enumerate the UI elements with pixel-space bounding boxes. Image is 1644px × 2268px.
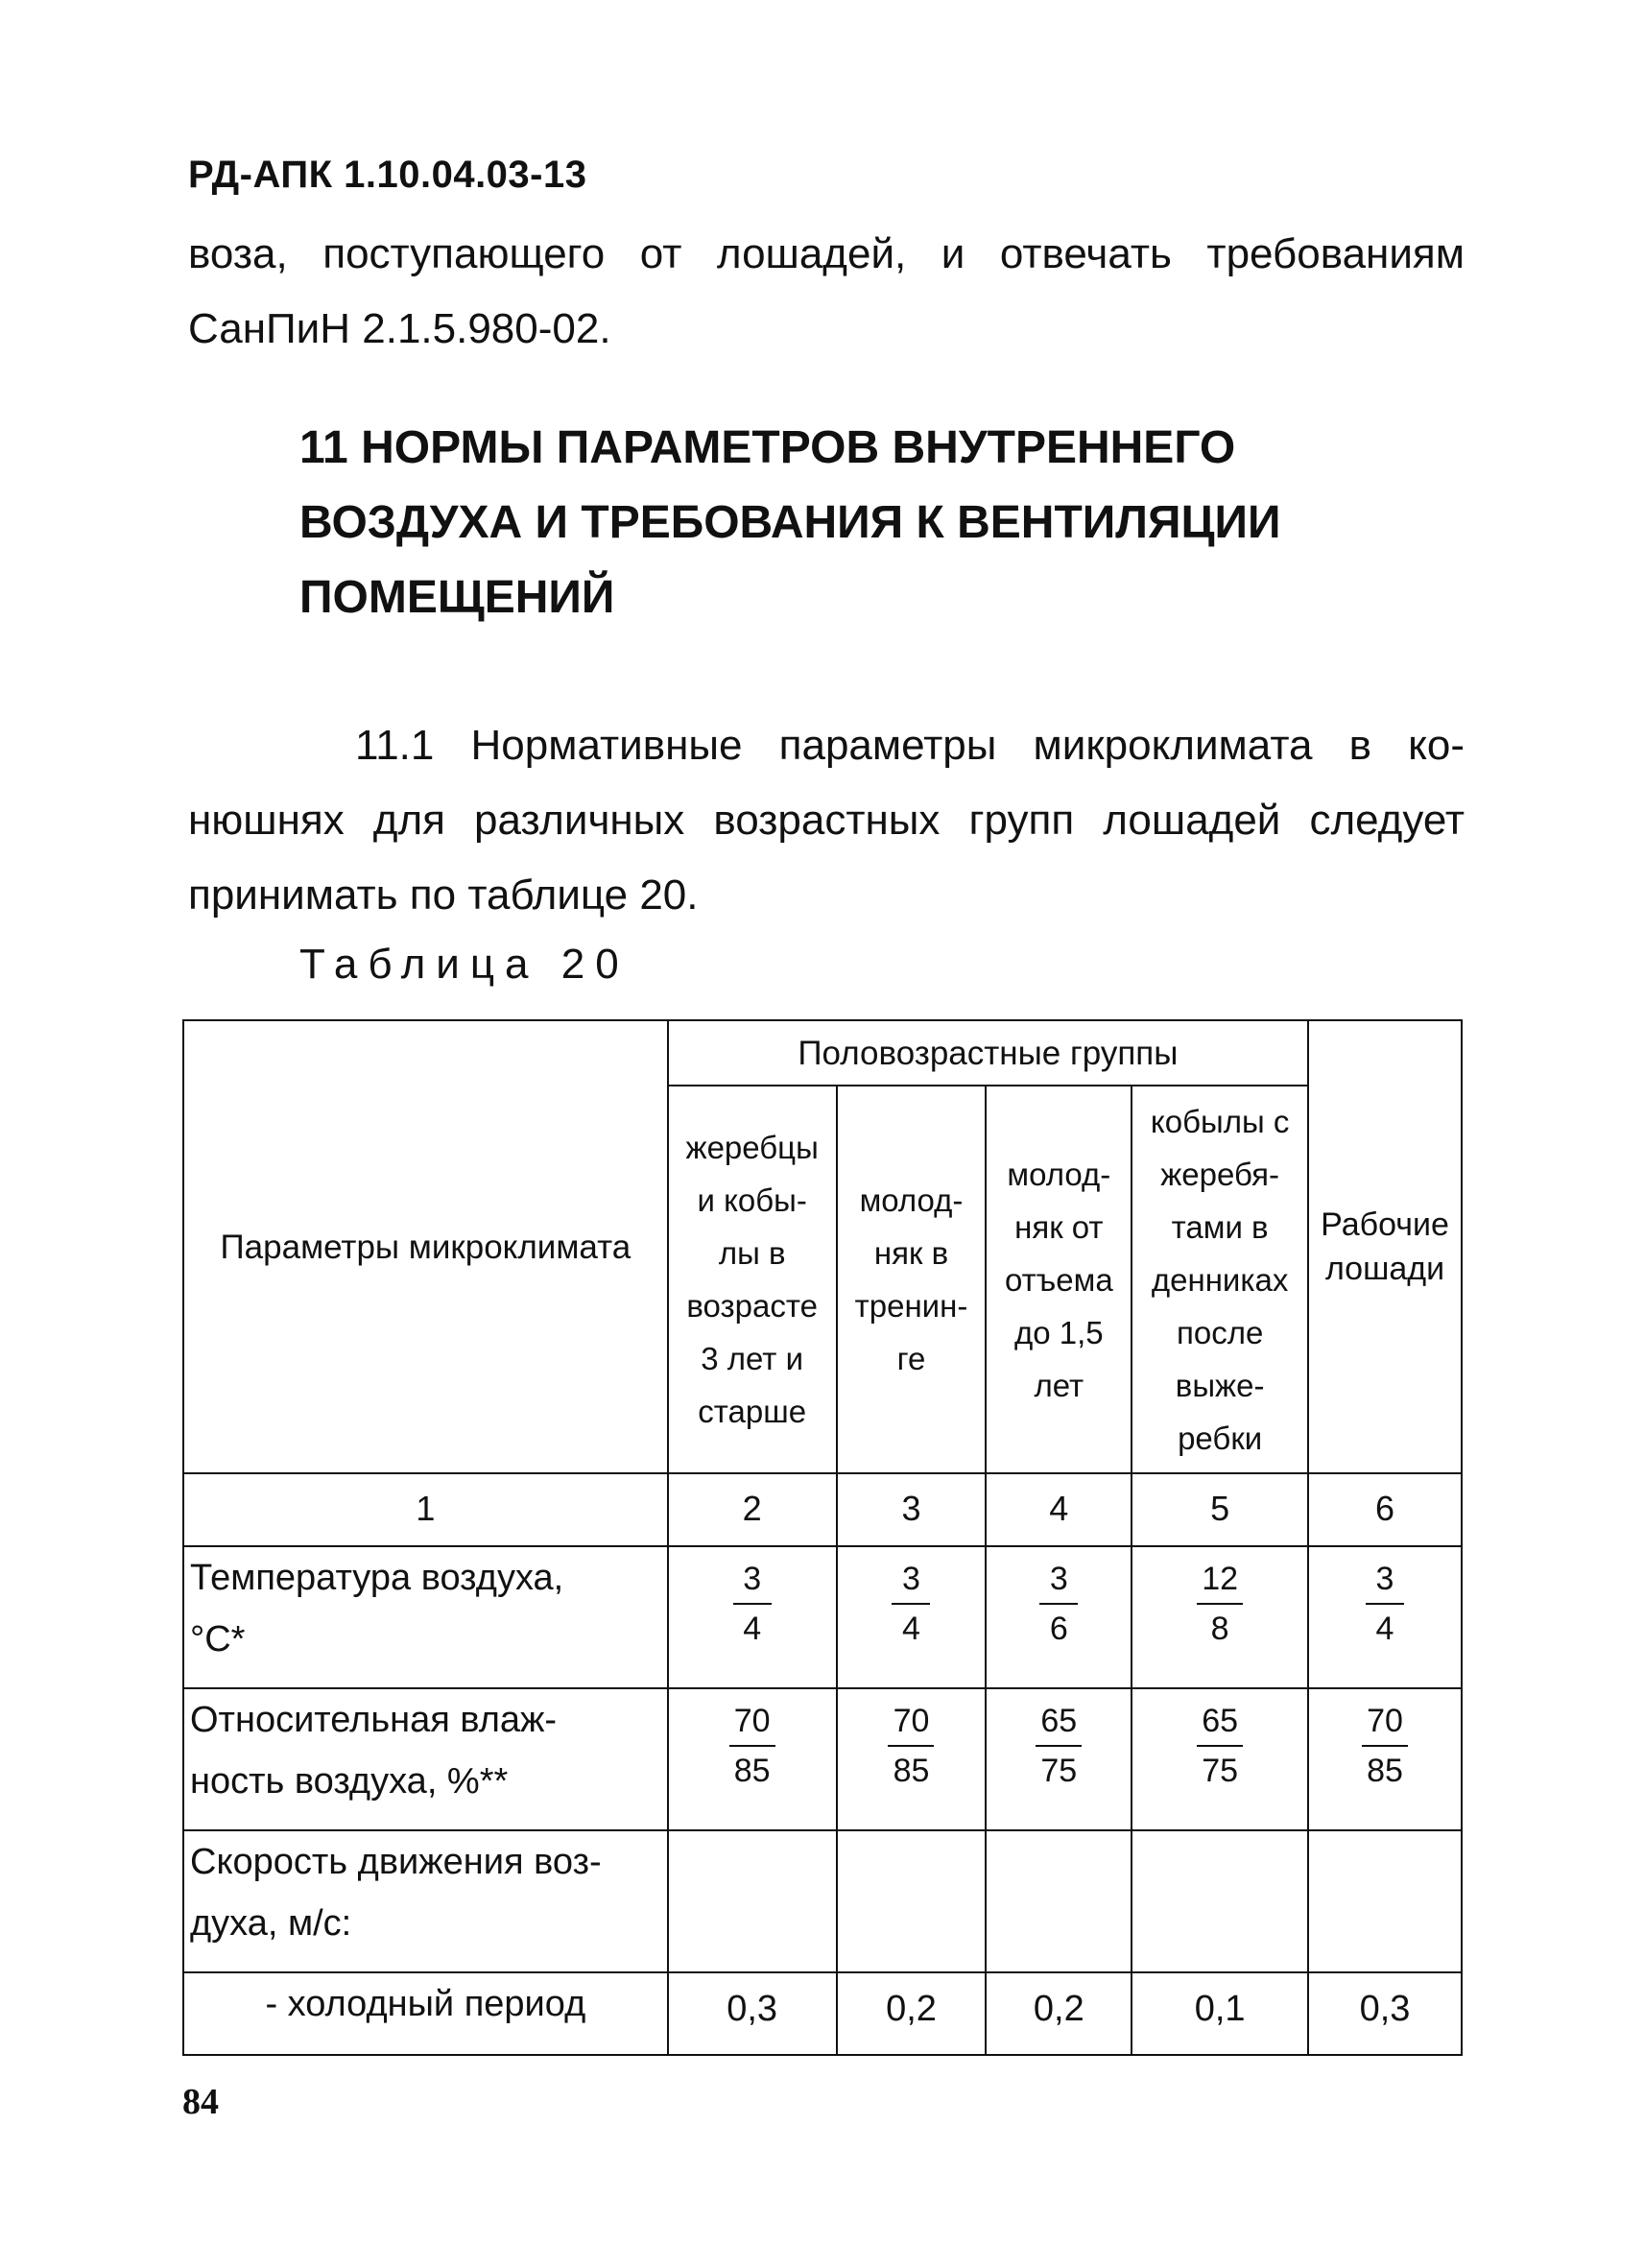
value-cell: 0,1 [1132,1972,1308,2055]
clause-line-2: нюшнях для различных возрастных групп лошадей следует [188,797,1465,844]
fraction-top: 3 [1049,1561,1068,1597]
fraction-value [1362,1697,1408,1795]
fraction-cell [668,1546,837,1688]
fraction-bottom: 4 [743,1611,762,1647]
empty-cell [1132,1830,1308,1972]
table-row-air-speed [183,1830,1462,1972]
fraction-cell [1308,1688,1462,1830]
fraction-cell [1132,1546,1308,1688]
fraction-cell [668,1688,837,1830]
fraction-bottom: 85 [733,1753,771,1789]
page-number: 84 [182,2082,219,2122]
param-header-cell [183,1020,668,1473]
column-number: 6 [1308,1473,1462,1546]
column-header-label: Рабочие лошади [1321,1206,1449,1287]
section-heading-line-3: ПОМЕЩЕНИЙ [299,572,615,623]
clause-line-1: 11.1 Нормативные параметры микроклимата в ко- [355,722,1465,769]
value-cell: 0,2 [986,1972,1132,2055]
document-code: РД-АПК 1.10.04.03-13 [188,154,587,196]
fraction-top: 65 [1040,1703,1078,1739]
fraction-bottom: 4 [1375,1611,1394,1647]
fraction-top: 65 [1202,1703,1239,1739]
section-heading-line-1: 11 НОРМЫ ПАРАМЕТРОВ ВНУТРЕННЕГО [299,422,1236,473]
fraction-value [1039,1555,1078,1653]
intro-paragraph [188,217,1465,367]
column-header-label: кобылы с жеребя- тами в денниках после выже- ребки [1150,1103,1290,1456]
column-number: 1 [183,1473,668,1546]
fraction-bottom: 85 [893,1753,930,1789]
row-label-temperature [183,1546,668,1688]
column-number: 2 [668,1473,837,1546]
fraction-top: 3 [902,1561,920,1597]
table-row-humidity [183,1688,1462,1830]
fraction-top: 70 [893,1703,930,1739]
fraction-top: 70 [1367,1703,1403,1739]
empty-cell [986,1830,1132,1972]
row-label: Температура воздуха, °С* [190,1558,564,1659]
group-header: Половозрастные группы [798,1034,1179,1072]
row-label-humidity [183,1688,668,1830]
column-header-young-weaning [986,1086,1132,1473]
table-row-numbers [183,1473,1462,1546]
fraction-bottom: 6 [1049,1611,1068,1647]
row-label-air-speed [183,1830,668,1972]
table-row-cold-period [183,1972,1462,2055]
intro-line-2: СанПиН 2.1.5.980-02. [188,305,611,352]
clause-paragraph [188,708,1465,933]
column-number: 5 [1132,1473,1308,1546]
section-heading-line-2: ВОЗДУХА И ТРЕБОВАНИЯ К ВЕНТИЛЯЦИИ [299,497,1281,548]
column-number: 3 [837,1473,987,1546]
fraction-top: 70 [733,1703,771,1739]
value-cell: 0,3 [1308,1972,1462,2055]
fraction-value [888,1697,934,1795]
column-header-label: жеребцы и кобы- лы в возрасте 3 лет и старше [685,1130,819,1429]
value-cell: 0,3 [668,1972,837,2055]
fraction-cell [837,1546,987,1688]
group-header-cell [668,1020,1308,1086]
column-header-label: молод- няк в тренин- ге [854,1182,968,1376]
fraction-top: 12 [1202,1561,1239,1597]
microclimate-table [182,1019,1463,2056]
fraction-value [733,1555,772,1653]
empty-cell [837,1830,987,1972]
row-label-cold-period: - холодный период [183,1972,668,2055]
fraction-bottom: 85 [1367,1753,1403,1789]
intro-line-1: воза, поступающего от лошадей, и отвечать требованиям [188,230,1465,277]
fraction-value [892,1555,930,1653]
fraction-bottom: 75 [1040,1753,1078,1789]
fraction-bottom: 8 [1210,1611,1229,1647]
fraction-cell [1132,1688,1308,1830]
column-header-mares-with-foals [1132,1086,1308,1473]
table-caption: Таблица 20 [299,941,630,988]
table-row-temperature [183,1546,1462,1688]
fraction-value [729,1697,775,1795]
fraction-value [1197,1697,1243,1795]
fraction-bottom: 75 [1202,1753,1239,1789]
row-label: Скорость движения воз- духа, м/с: [190,1842,602,1944]
fraction-value [1036,1697,1082,1795]
fraction-top: 3 [743,1561,762,1597]
param-header: Параметры микроклимата [220,1228,631,1266]
value-cell: 0,2 [837,1972,987,2055]
column-number: 4 [986,1473,1132,1546]
column-header-working-horses [1308,1020,1462,1473]
fraction-cell [986,1688,1132,1830]
column-header-label: молод- няк от отъема до 1,5 лет [1004,1156,1113,1403]
fraction-bottom: 4 [902,1611,920,1647]
section-heading [299,411,1451,635]
row-label: Относительная влаж- ность воздуха, %** [190,1700,558,1802]
column-header-stallions-mares [668,1086,837,1473]
clause-line-3: принимать по таблице 20. [188,871,699,919]
empty-cell [1308,1830,1462,1972]
fraction-cell [1308,1546,1462,1688]
fraction-value [1366,1555,1404,1653]
fraction-cell [986,1546,1132,1688]
fraction-top: 3 [1375,1561,1394,1597]
empty-cell [668,1830,837,1972]
fraction-value [1197,1555,1243,1653]
column-header-young-training [837,1086,987,1473]
fraction-cell [837,1688,987,1830]
